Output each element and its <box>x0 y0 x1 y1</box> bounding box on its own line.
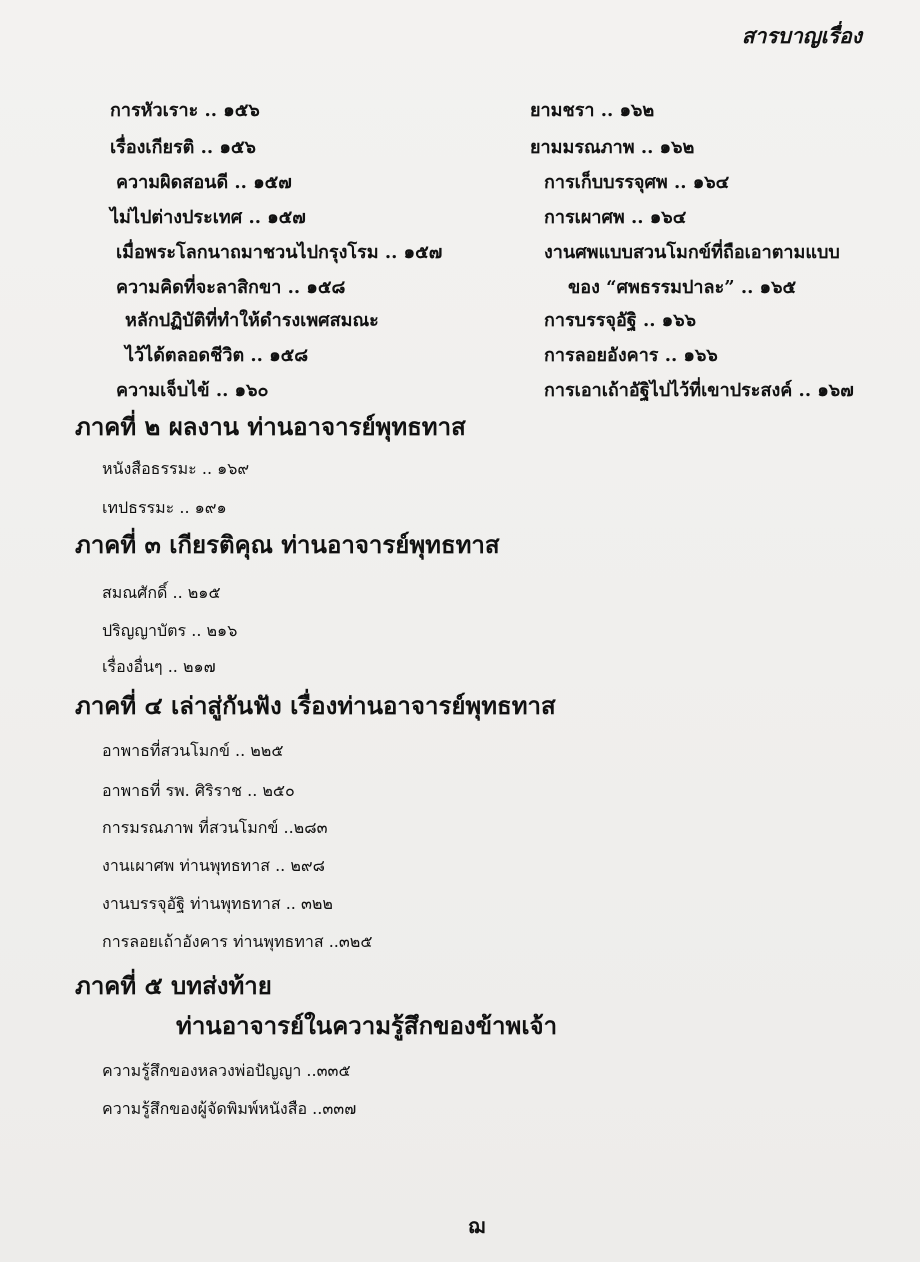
toc-entry: อาพาธที่สวนโมกข์ .. ๒๒๕ <box>102 741 284 760</box>
toc-entry: ปริญญาบัตร .. ๒๑๖ <box>102 621 238 640</box>
toc-entry: หลักปฏิบัติที่ทำให้ดำรงเพศสมณะ <box>125 310 379 331</box>
toc-entry: ความเจ็บไข้ .. ๑๖๐ <box>116 380 269 401</box>
part-heading: ภาคที่ ๔ เล่าสู่กันฟัง เรื่องท่านอาจารย์พุทธทาส <box>75 691 556 720</box>
part-heading: ภาคที่ ๕ บทส่งท้าย <box>75 971 272 1000</box>
toc-entry: การเก็บบรรจุศพ .. ๑๖๔ <box>544 172 730 193</box>
toc-entry: เมื่อพระโลกนาถมาชวนไปกรุงโรม .. ๑๕๗ <box>116 242 443 263</box>
toc-entry: ยามชรา .. ๑๖๒ <box>530 100 655 121</box>
toc-entry: เรื่องเกียรติ .. ๑๕๖ <box>110 137 256 158</box>
running-head: สารบาญเรื่อง <box>741 23 862 48</box>
toc-entry: สมณศักดิ์ .. ๒๑๕ <box>102 583 221 602</box>
toc-entry: ไว้ได้ตลอดชีวิต .. ๑๕๘ <box>125 345 309 366</box>
toc-entry: ความคิดที่จะลาสิกขา .. ๑๕๘ <box>116 277 346 298</box>
toc-entry: อาพาธที่ รพ. ศิริราช .. ๒๕๐ <box>102 781 295 800</box>
toc-entry: การลอยเถ้าอังคาร ท่านพุทธทาส ..๓๒๕ <box>102 932 373 951</box>
part-heading: ภาคที่ ๓ เกียรติคุณ ท่านอาจารย์พุทธทาส <box>75 530 500 559</box>
toc-entry: ไม่ไปต่างประเทศ .. ๑๕๗ <box>110 207 306 228</box>
toc-entry: ความรู้สึกของผู้จัดพิมพ์หนังสือ ..๓๓๗ <box>102 1099 357 1118</box>
toc-entry: ของ “ศพธรรมปาละ” .. ๑๖๕ <box>568 277 797 298</box>
toc-entry: การเอาเถ้าอัฐิไปไว้ที่เขาประสงค์ .. ๑๖๗ <box>544 380 854 401</box>
toc-entry: การมรณภาพ ที่สวนโมกข์ ..๒๘๓ <box>102 818 328 837</box>
toc-entry: เทปธรรมะ .. ๑๙๑ <box>102 498 227 517</box>
toc-entry: ยามมรณภาพ .. ๑๖๒ <box>530 137 695 158</box>
toc-entry: ความผิดสอนดี .. ๑๕๗ <box>116 172 292 193</box>
toc-entry: ความรู้สึกของหลวงพ่อปัญญา ..๓๓๕ <box>102 1061 351 1080</box>
toc-entry: เรื่องอื่นๆ .. ๒๑๗ <box>102 657 216 676</box>
toc-entry: การบรรจุอัฐิ .. ๑๖๖ <box>544 310 697 331</box>
toc-entry: การลอยอังคาร .. ๑๖๖ <box>544 345 718 366</box>
part-heading: ภาคที่ ๒ ผลงาน ท่านอาจารย์พุทธทาส <box>75 412 466 441</box>
part-subheading: ท่านอาจารย์ในความรู้สึกของข้าพเจ้า <box>176 1011 558 1040</box>
toc-entry: การเผาศพ .. ๑๖๔ <box>544 207 687 228</box>
toc-entry: งานเผาศพ ท่านพุทธทาส .. ๒๙๘ <box>102 856 325 875</box>
toc-entry: งานศพแบบสวนโมกข์ที่ถือเอาตามแบบ <box>544 242 840 263</box>
page-folio: ฌ <box>468 1214 486 1238</box>
toc-entry: หนังสือธรรมะ .. ๑๖๙ <box>102 459 250 478</box>
toc-entry: งานบรรจุอัฐิ ท่านพุทธทาส .. ๓๒๒ <box>102 894 333 913</box>
toc-entry: การหัวเราะ .. ๑๕๖ <box>110 100 260 121</box>
